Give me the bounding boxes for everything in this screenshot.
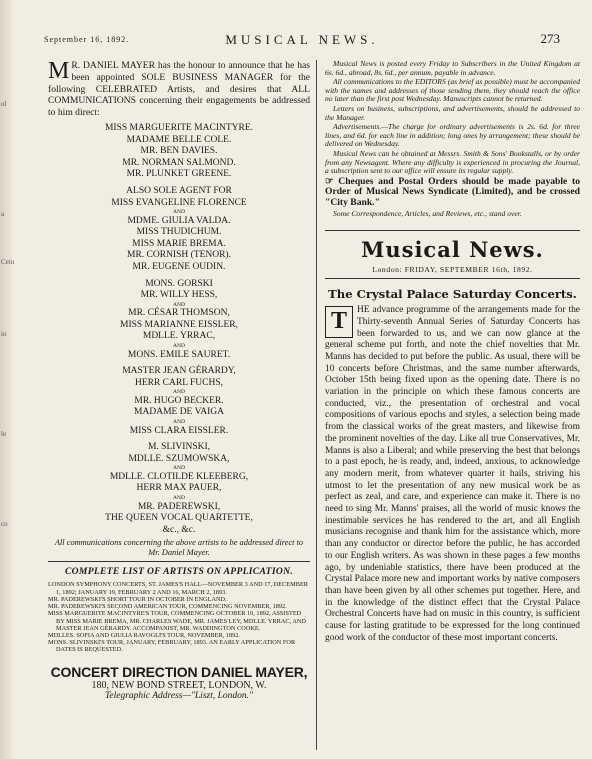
intro-text: R. DANIEL MAYER has the honour to announce that he has been appointed SOLE BUSINESS MANAGER for the following CELEBRATED Artists, and desires that ALL COMMUNICATIONS concerning their engagements be addressed to him direct:	[48, 60, 310, 119]
notice-paragraph: Musical News can be obtained at Messrs. Smith & Sons' Bookstalls, or by order from any Newsagent. Where any difficulty is experienced in procuring the Journal, a subscription sent to our office will ensure its regular supply.	[325, 148, 580, 176]
notice-paragraph: Letters on business, subscriptions, and advertisements, should be addressed to the Manager.	[325, 103, 580, 122]
article-body	[325, 305, 580, 644]
tour-entry: LONDON SYMPHONY CONCERTS, ST. JAMES'S HALL—NOVEMBER 3 AND 17, DECEMBER 1, 1892; JANUARY 19, FEBRUARY 2 AND 16, MARCH 2, 1893.	[48, 581, 308, 596]
tour-entry: MISS MARGUERITE MACINTYRE'S TOUR, COMMENCING OCTOBER 10, 1892, ASSISTED BY MISS MARIE BREMA, MR. CHARLES WADE, MR. JAMES LEY, MDLLE. YRRAC, AND MASTER JEAN GÉRARDY. ACCOMPANIST, MR. WADDINGTON COOKE.	[48, 610, 306, 632]
artist-name: MISS THUDICHUM.	[136, 227, 222, 238]
artist-name: MR. BEN DAVIES.	[140, 146, 218, 157]
page-number: 273	[540, 31, 560, 46]
telegraphic-address: Telegraphic Address—"Liszt, London."	[104, 690, 254, 701]
artist-name: THE QUEEN VOCAL QUARTETTE,	[105, 513, 253, 524]
and-connector: AND	[173, 389, 185, 396]
and-connector: AND	[173, 343, 185, 350]
header-title: MUSICAL NEWS.	[225, 32, 379, 47]
margin-fragment: ol	[1, 100, 7, 108]
masthead	[325, 230, 580, 279]
and-connector: AND	[173, 419, 185, 426]
running-head	[44, 32, 560, 48]
artist-name: MDLLE. CLOTILDE KLEEBERG,	[109, 471, 249, 482]
artist-name: MR. CORNISH (TENOR).	[127, 250, 231, 261]
publication-notices	[325, 60, 580, 218]
artist-name: HERR MAX PAUER,	[136, 483, 222, 494]
artist-name: MONS. EMILE SAURET.	[127, 349, 231, 360]
tour-entry: MR. PADEREWSKI'S SHORT TOUR IN OCTOBER IN ENGLAND.	[48, 595, 227, 603]
margin-fragment: io	[1, 330, 7, 338]
divider	[48, 561, 310, 562]
artist-name: MR. CÉSAR THOMSON,	[128, 308, 230, 319]
artist-name: MR. EUGENE OUDIN.	[132, 262, 226, 273]
notice-paragraph: Advertisements.—The charge for ordinary advertisements is 2s. 6d. for three lines, and 6d. for each line in addition; long ones by arrangement; these should be delivered on Wednesday.	[325, 122, 580, 149]
business-address: 180, NEW BOND STREET, LONDON, W.	[91, 679, 267, 691]
margin-fragment: Cein	[1, 258, 15, 266]
notice-paragraph: Musical News is posted every Friday to Subscribers in the United Kingdom at 6s. 6d., abroad, 8s. 6d., per annum, payable in advance.	[325, 59, 580, 77]
tour-entry: MR. PADEREWSKI'S SECOND AMERICAN TOUR, COMMENCING NOVEMBER, 1892.	[48, 603, 287, 611]
artist-name: MADAME DE VAIGA	[134, 407, 224, 418]
announcement-intro	[48, 60, 310, 119]
artist-name: MDLLE. SZUMOWSKA,	[128, 453, 230, 464]
binding-margin	[0, 0, 15, 759]
artist-name: MR. PADEREWSKI,	[137, 501, 221, 512]
intro-dropcap: M	[48, 58, 70, 84]
and-connector: AND	[173, 209, 185, 216]
newspaper-page	[14, 0, 592, 759]
masthead-logo: Musical News.	[361, 237, 544, 263]
artist-name: MR. HUGO BECKER.	[134, 395, 224, 406]
artist-name: MISS MARIANNE EISSLER,	[120, 319, 238, 330]
tour-entry: MONS. SLIVINSKI'S TOUR, JANUARY, FEBRUARY, 1893. AN EARLY APPLICATION FOR DATES IS REQUESTED.	[48, 639, 296, 654]
tour-list	[48, 581, 310, 653]
margin-fragment: le	[1, 430, 7, 438]
artist-name: M. SLIVINSKI,	[147, 442, 210, 453]
editorial-column	[316, 60, 580, 750]
tour-entry: MDLLES. SOFIA AND GIULIA RAVOGLI'S TOUR, NOVEMBER, 1892.	[48, 631, 240, 639]
artist-name: MONS. GORSKI	[145, 278, 213, 289]
cheques-notice: ☞ Cheques and Postal Orders should be made payable to Order of Musical News Syndicate (Limited), and be crossed "City Bank."	[325, 175, 580, 208]
sole-agent-heading: ALSO SOLE AGENT FOR	[126, 185, 232, 196]
masthead-dateline: London: FRIDAY, SEPTEMBER 16th, 1892.	[372, 265, 533, 275]
article-title: The Crystal Palace Saturday Concerts.	[328, 287, 577, 302]
artist-name: MISS CLARA EISSLER.	[129, 425, 229, 436]
margin-fragment: a	[1, 210, 5, 218]
margin-fragment: co	[1, 520, 8, 528]
artist-name: MISS MARIE BREMA.	[132, 238, 226, 249]
article-dropcap: T	[325, 306, 353, 338]
artist-name: MDME. GIULIA VALDA.	[127, 215, 231, 226]
notice-paragraph: All communications to the EDITORS (as brief as possible) must be accompanied with the names and addresses of those sending them, they should reach the office no later than the first post Wednesday. Manuscripts cannot be returned.	[325, 77, 580, 104]
artist-name: MISS MARGUERITE MACINTYRE.	[104, 122, 254, 133]
complete-list-heading: COMPLETE LIST OF ARTISTS ON APPLICATION.	[64, 566, 294, 578]
and-connector: AND	[173, 465, 185, 472]
artist-name: MDLLE. YRRAC,	[142, 331, 216, 342]
article-text: HE advance programme of the arrangements made for the Thirty-seventh Annual Series of Saturday Concerts has been forwarded to us, and we can now glance at the general scheme put forth, and note the chief novelties that Mr. Manns has decided to put before the public. As usual, there will be 10 concerts before Christmas, and the same number afterwards, October 15th being fixed upon as the opening date. There is no variation in the principle on which these famous concerts are conducted, viz., the presentation of orchestral and vocal compositions of various epochs and styles, a selection being made from the classical works of the great masters, and likewise from the prominent novelties of the day. Like all true Conservatives, Mr. Manns is also a Liberal; and while preserving the best that belongs to a past epoch, he is ready, and, indeed, anxious, to acknowledge any modern merit, from whatever quarter it hails, striving his utmost to let the presentation of any new musical work be as perfect as zeal, and care, and experience can make it. There is no need to sing Mr. Manns' praises, all the world of music knows the inestimable services he has rendered to the art, and all English musicians recognise and thank him for the assistance which, more than any conductor or director before the public, he has accorded to our English writers. As was shown in these pages a few months ago, by undeniable statistics, there have been produced at the Crystal Palace more new and important works by native composers than have been given by all other schemes put together. Here, and in the knowledge of the distinct effect that the Crystal Palace Orchestral Concerts have had on music in this country, is sufficient cause for lasting gratitude to be expressed for the long continued good work of the conductor of these most important concerts.	[325, 305, 580, 643]
artist-name: HERR CARL FUCHS,	[134, 377, 224, 388]
artist-name: MISS EVANGELINE FLORENCE	[111, 197, 247, 208]
communications-note: All communications concerning the above artists to be addressed direct to Mr. Daniel Mayer.	[54, 538, 304, 557]
and-connector: AND	[173, 301, 185, 308]
concert-direction-title: CONCERT DIRECTION DANIEL MAYER,	[50, 663, 308, 680]
and-connector: AND	[173, 495, 185, 502]
advertisement-column	[48, 60, 310, 701]
artist-list	[48, 123, 310, 536]
artist-name: MASTER JEAN GÉRARDY,	[122, 366, 236, 377]
artist-name: MR. NORMAN SALMOND.	[122, 157, 236, 168]
artist-name: MADAME BELLE COLE.	[126, 134, 232, 145]
artist-name: &c., &c.	[162, 524, 196, 535]
correspondence-note: Some Correspondence, Articles, and Reviews, etc., stand over.	[333, 208, 522, 218]
artist-name: MR. PLUNKET GREENE.	[126, 169, 232, 180]
header-date: September 16, 1892.	[44, 35, 130, 44]
artist-name: MR. WILLY HESS,	[140, 290, 218, 301]
